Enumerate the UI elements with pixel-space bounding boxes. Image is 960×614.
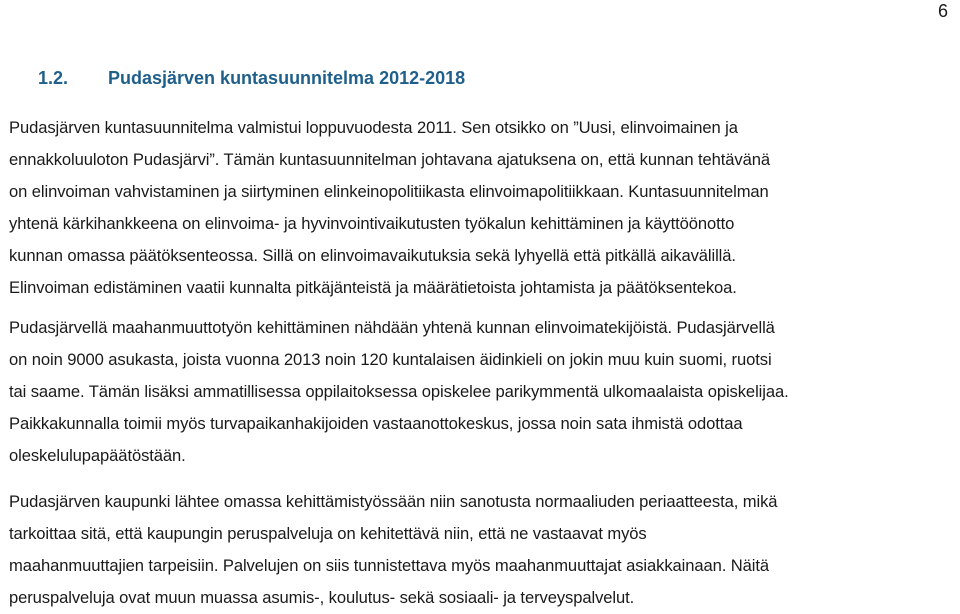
- text-line: kunnan omassa päätöksenteossa. Sillä on elinvoimavaikutuksia sekä lyhyellä että pitkällä aikavälillä.: [9, 246, 736, 265]
- paragraph-3: [9, 486, 954, 614]
- text-line: peruspalveluja ovat muun muassa asumis-, koulutus- sekä sosiaali- ja terveyspalvelut.: [9, 588, 635, 607]
- paragraph-2: [9, 312, 954, 472]
- text-line: tarkoittaa sitä, että kaupungin peruspalveluja on kehitettävä niin, että ne vastaavat myös: [9, 524, 647, 543]
- text-line: ennakkoluuloton Pudasjärvi”. Tämän kuntasuunnitelman johtavana ajatuksena on, että kunnan tehtävänä: [9, 150, 771, 169]
- text-line: Elinvoiman edistäminen vaatii kunnalta pitkäjänteistä ja määrätietoista johtamista ja päätöksentekoa.: [9, 278, 737, 297]
- text-line: on elinvoiman vahvistaminen ja siirtyminen elinkeinopolitiikasta elinvoimapolitiikkaan. Kuntasuunnitelman: [9, 182, 769, 201]
- text-line: Pudasjärvellä maahanmuuttotyön kehittäminen nähdään yhtenä kunnan elinvoimatekijöistä. Pudasjärvellä: [9, 318, 775, 337]
- text-line: Pudasjärven kaupunki lähtee omassa kehittämistyössään niin sanotusta normaaliuden periaatteesta, mikä: [9, 492, 778, 511]
- section-title: Pudasjärven kuntasuunnitelma 2012-2018: [108, 68, 466, 88]
- text-line: maahanmuuttajien tarpeisiin. Palvelujen on siis tunnistettava myös maahanmuuttajat asiakkainaan. Näitä: [9, 556, 770, 575]
- page-number: 6: [937, 1, 948, 21]
- text-line: yhtenä kärkihankkeena on elinvoima- ja hyvinvointivaikutusten työkalun kehittäminen ja käyttöönotto: [9, 214, 735, 233]
- text-line: Paikkakunnalla toimii myös turvapaikanhakijoiden vastaanottokeskus, jossa noin sata ihmistä odottaa: [9, 414, 743, 433]
- paragraph-1: [9, 112, 954, 304]
- text-line: on noin 9000 asukasta, joista vuonna 2013 noin 120 kuntalaisen äidinkieli on jokin muu kuin suomi, ruotsi: [9, 350, 772, 369]
- text-line: Pudasjärven kuntasuunnitelma valmistui loppuvuodesta 2011. Sen otsikko on ”Uusi, elinvoimainen ja: [9, 118, 738, 137]
- text-line: tai saame. Tämän lisäksi ammatillisessa oppilaitoksessa opiskelee parikymmentä ulkomaalaista opiskelijaa.: [9, 382, 789, 401]
- text-line: oleskelulupapäätöstään.: [9, 446, 186, 465]
- section-number: 1.2.: [38, 68, 69, 88]
- section-heading: [38, 66, 465, 90]
